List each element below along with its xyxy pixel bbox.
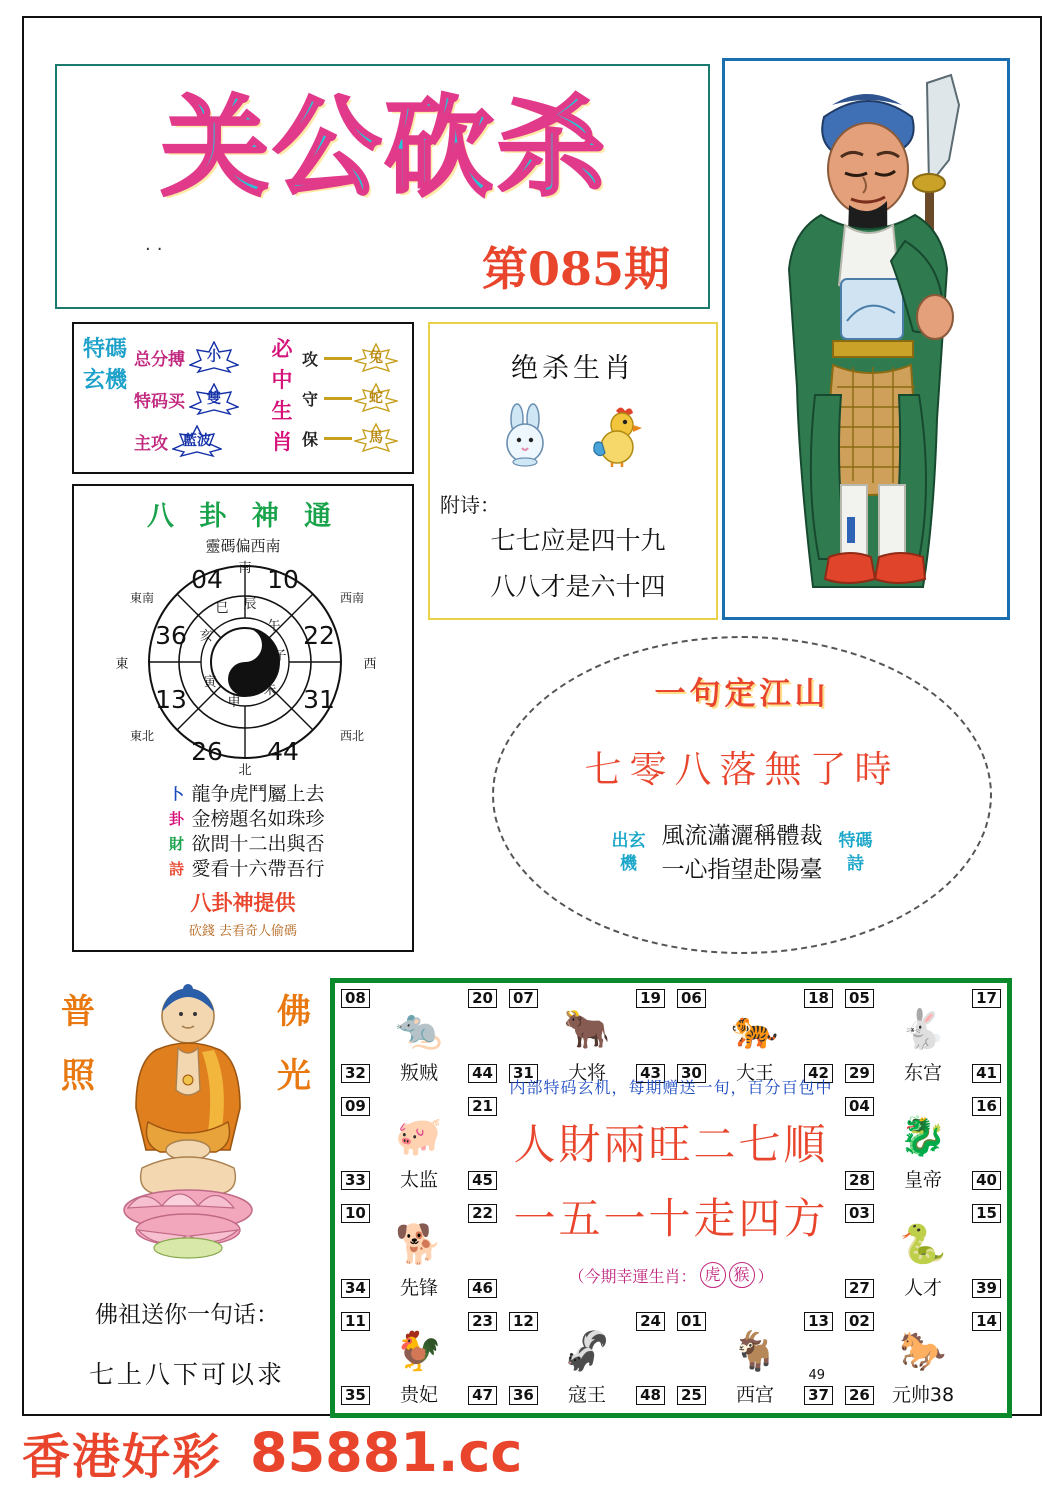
poem-tag: 財: [168, 835, 184, 853]
cell-num-bottom-left: 26: [845, 1386, 874, 1405]
cell-num-bottom-right: 40: [972, 1171, 1001, 1190]
poem-line: 風流瀟灑稱體裁: [661, 823, 823, 849]
cell-name: 太监: [399, 1169, 438, 1191]
cell-num-bottom-left: 34: [341, 1279, 370, 1298]
star-badge: [172, 425, 222, 457]
cell-num-bottom-left: 36: [509, 1386, 538, 1405]
svg-text:亥: 亥: [199, 629, 213, 644]
poem-row: [74, 807, 412, 832]
guan-gong-image-box: [722, 58, 1010, 620]
star-badge-text: 小: [207, 349, 221, 365]
bagua-title: 八 卦 神 通: [146, 501, 340, 532]
ellipse-right-label: 特碼詩: [838, 831, 873, 874]
cell-num-top-right: 15: [972, 1204, 1001, 1223]
svg-text:22: 22: [303, 621, 335, 650]
jue-sha-icons: [430, 403, 716, 471]
cell-name: 贵妃: [399, 1384, 438, 1406]
poem-row: [74, 857, 412, 882]
panel-row2: [302, 418, 412, 458]
snake-icon: 🐍: [899, 1221, 947, 1266]
poem-line: 七七应是四十九: [490, 526, 666, 555]
rooster-icon: [590, 403, 650, 471]
cell-num-bottom-right: 47: [468, 1386, 497, 1405]
lucky-suffix: ）: [757, 1266, 774, 1286]
star-badge-text: 藍波: [183, 433, 211, 449]
cell-name: 西宫: [735, 1384, 774, 1406]
zodiac-badge-text: 蛇: [369, 390, 384, 406]
row2-label: 保: [302, 429, 319, 449]
cell-num-bottom-right: 41: [972, 1064, 1001, 1083]
svg-text:北: 北: [238, 763, 252, 778]
cell-num-top-left: 03: [845, 1204, 874, 1223]
title-box: [55, 64, 710, 309]
cell-name: 东宫: [903, 1061, 942, 1084]
lucky-zodiac-1: 虎: [700, 1262, 726, 1288]
cell-num-top-right: 24: [636, 1312, 665, 1331]
connector-bar: [324, 357, 352, 360]
table-cell[interactable]: [335, 1198, 503, 1306]
guan-gong-illustration: [729, 65, 1003, 613]
lucky-prefix: （今期幸運生肖：: [568, 1266, 697, 1286]
svg-text:31: 31: [303, 685, 335, 714]
yi-ju-ding-jiang-shan-panel: [492, 636, 992, 954]
table-cell[interactable]: [839, 1198, 1007, 1306]
buddha-caption-line1: 佛祖送你一句话：: [95, 1302, 279, 1328]
bagua-poem: [74, 782, 412, 882]
cell-num-bottom-left: 29: [845, 1064, 874, 1083]
poem-line: 金榜題名如珠珍: [191, 808, 325, 830]
cell-num-top-right: 16: [972, 1097, 1001, 1116]
poem-line: 愛看十六帶吾行: [191, 858, 325, 880]
footer-site[interactable]: 85881.cc: [250, 1420, 523, 1484]
horse-icon: 🐎: [899, 1329, 947, 1373]
cell-name-text: 元帅: [891, 1384, 930, 1406]
tiger-icon: 🐅: [731, 1006, 779, 1051]
star-badge: [189, 383, 239, 415]
panel-row2: [302, 338, 412, 378]
row-label: 主攻: [134, 433, 168, 454]
svg-text:東南: 東南: [129, 591, 155, 605]
jue-sha-sheng-xiao-panel: [428, 322, 718, 620]
cell-name: 皇帝: [903, 1169, 942, 1191]
cell-num-bottom-left: 27: [845, 1279, 874, 1298]
buddha-caption-line2: 七上八下可以求: [88, 1360, 285, 1389]
svg-text:04: 04: [191, 565, 223, 594]
poem-tag: 詩: [168, 860, 184, 878]
footer-brand: 香港好彩: [22, 1428, 223, 1485]
svg-text:午: 午: [267, 619, 281, 634]
cell-num-top-left: 01: [677, 1312, 706, 1331]
svg-text:未: 未: [263, 683, 277, 698]
cell-num-top-left: 06: [677, 989, 706, 1008]
rooster-icon: 🐓: [395, 1329, 443, 1373]
svg-text:東: 東: [115, 657, 129, 672]
cell-num-top-right: 13: [804, 1312, 833, 1331]
svg-text:13: 13: [155, 685, 187, 714]
table-cell[interactable]: [335, 983, 503, 1091]
cell-num-bottom-left: 35: [341, 1386, 370, 1405]
pig-icon: 🐖: [395, 1114, 443, 1158]
svg-text:寅: 寅: [203, 675, 217, 690]
ox-icon: 🐂: [563, 1006, 611, 1051]
cell-num-top-right: 19: [636, 989, 665, 1008]
zodiac-number-table: [330, 978, 1012, 1418]
cell-num-top-left: 07: [509, 989, 538, 1008]
cell-num-top-right: 22: [468, 1204, 497, 1223]
zodiac-badge-text: 馬: [369, 430, 384, 446]
star-badge-text: 雙: [207, 391, 221, 407]
cell-num-bottom-left: 25: [677, 1386, 706, 1405]
svg-text:36: 36: [155, 621, 187, 650]
connector-bar: [324, 437, 352, 440]
jue-sha-poem: [430, 489, 716, 610]
rat-icon: 🐀: [395, 1006, 443, 1051]
buddha-right-text: 佛光: [277, 992, 311, 1096]
cell-num-bottom-right: 42: [804, 1064, 833, 1083]
ellipse-bottom: [494, 819, 990, 887]
issue-number: 第085期: [481, 242, 670, 296]
svg-text:西: 西: [363, 657, 377, 672]
promo-note: 内部特码玄机，每期赠送一旬，百分百包中: [509, 1078, 833, 1097]
table-column: [335, 983, 503, 1413]
cell-num-bottom-right: 44: [468, 1064, 497, 1083]
footer-bar: [22, 1420, 1042, 1484]
poem-tag: 卦: [168, 810, 184, 828]
center-promo-panel: [503, 1071, 839, 1335]
ellipse-left-label: 出玄機: [611, 831, 646, 874]
table-cell[interactable]: [335, 1306, 503, 1414]
cell-num-top-left: 09: [341, 1097, 370, 1116]
cell-num-top-left: 08: [341, 989, 370, 1008]
bagua-diagram: [74, 556, 416, 778]
poem-row: [74, 782, 412, 807]
cell-name: 人才: [903, 1276, 942, 1299]
cell-num-top-right: 18: [804, 989, 833, 1008]
cell-num-top-left: 02: [845, 1312, 874, 1331]
table-column: [839, 983, 1007, 1413]
cell-name: 先锋: [399, 1276, 438, 1299]
panel-left-label: 特碼玄機: [82, 337, 127, 393]
rabbit-icon: 🐇: [899, 1006, 947, 1051]
cell-num-bottom-left: 32: [341, 1064, 370, 1083]
poem-line: 龍争虎鬥屬上去: [191, 783, 325, 805]
panel-rows-2: [302, 338, 412, 458]
buddha-caption: [42, 1296, 332, 1391]
cell-num-bottom-right: 39: [972, 1279, 1001, 1298]
guan-gong-svg: [729, 65, 1003, 613]
cell-name: [839, 1380, 1007, 1407]
cell-num-top-left: 11: [341, 1312, 370, 1331]
cell-num-top-right: 23: [468, 1312, 497, 1331]
buddha-illustration: [98, 972, 278, 1296]
bagua-svg: [74, 556, 416, 778]
lucky-zodiac-row: [568, 1262, 773, 1288]
svg-text:10: 10: [267, 565, 299, 594]
poem-row: [74, 832, 412, 857]
panel-row2: [302, 378, 412, 418]
cell-num-top-left: 10: [341, 1204, 370, 1223]
zodiac-badge: [354, 423, 398, 453]
ellipse-poem: [662, 819, 823, 887]
cell-num-bottom-left: 31: [509, 1064, 538, 1083]
poem-line: 一心指望赴陽臺: [661, 857, 823, 883]
cell-num-top-left: 04: [845, 1097, 874, 1116]
poem-tag: 卜: [168, 785, 184, 803]
promo-line-1: 人財兩旺二七順: [513, 1120, 829, 1169]
page-title: 关公砍杀: [160, 86, 609, 211]
lucky-zodiac-2: 猴: [729, 1262, 755, 1288]
cell-num-top-right: 21: [468, 1097, 497, 1116]
ellipse-main-line: 七零八落無了時: [584, 748, 900, 791]
svg-text:44: 44: [267, 737, 299, 766]
connector-bar: [324, 397, 352, 400]
cell-num-top-right: 20: [468, 989, 497, 1008]
cell-num-bottom-left: 30: [677, 1064, 706, 1083]
buddha-left-text: 普照: [61, 992, 95, 1096]
svg-text:東北: 東北: [129, 729, 155, 743]
svg-text:西北: 西北: [339, 729, 365, 743]
table-cell[interactable]: [839, 1306, 1007, 1414]
svg-text:26: 26: [191, 737, 223, 766]
zodiac-badge: [354, 383, 398, 413]
cell-num-bottom-left: 33: [341, 1171, 370, 1190]
cell-name: 大王: [735, 1061, 774, 1084]
cell-num-bottom-right: 48: [636, 1386, 665, 1405]
cell-num-bottom-right-inline: 38: [929, 1384, 955, 1406]
cell-num-bottom-right: 43: [636, 1064, 665, 1083]
zodiac-badge: [354, 343, 398, 373]
row-label: 特码买: [134, 391, 185, 412]
skunk-icon: 🦨: [563, 1329, 611, 1373]
bagua-footer-note: 砍錢 去看奇人偷碼: [188, 924, 298, 939]
cell-name: 叛贼: [399, 1061, 438, 1084]
panel-rows: [134, 336, 254, 462]
panel-row: [134, 378, 254, 420]
svg-text:西南: 西南: [339, 591, 365, 605]
svg-text:巳: 巳: [215, 601, 229, 616]
cell-num-top-right: 17: [972, 989, 1001, 1008]
poem-line: 欲問十二出與否: [191, 833, 325, 855]
bagua-footer: 八卦神提供: [190, 891, 296, 915]
jue-sha-title: 绝杀生肖: [511, 353, 635, 384]
svg-text:辰: 辰: [243, 597, 257, 612]
table-cell[interactable]: [839, 983, 1007, 1091]
buddha-section: [42, 966, 332, 1418]
zodiac-badge-text: 兔: [369, 350, 384, 366]
star-badge: [189, 341, 239, 373]
te-ma-xuan-ji-panel: [72, 322, 414, 474]
bagua-panel: [72, 484, 414, 952]
table-cell[interactable]: [335, 1091, 503, 1199]
panel-mid-label: 必中生肖: [271, 337, 293, 454]
bagua-subtitle: 靈碼偏西南: [205, 537, 281, 555]
svg-text:南: 南: [238, 561, 252, 576]
svg-text:子: 子: [273, 649, 287, 664]
panel-row: [134, 336, 254, 378]
dragon-icon: 🐉: [899, 1114, 947, 1158]
cell-num-bottom-left: 28: [845, 1171, 874, 1190]
rabbit-icon: [496, 403, 556, 471]
poem-lead: 附诗：: [440, 493, 500, 517]
cell-num-top-right: 14: [972, 1312, 1001, 1331]
cell-num-bottom-right: 45: [468, 1171, 497, 1190]
cell-extra-number: 49: [808, 1368, 825, 1383]
cell-num-bottom-right: 46: [468, 1279, 497, 1298]
svg-text:申: 申: [227, 695, 241, 710]
promo-line-2: 一五一十走四方: [513, 1194, 829, 1243]
row-label: 总分搏: [134, 349, 185, 370]
dog-icon: 🐕: [395, 1221, 443, 1266]
cell-name: 寇王: [567, 1384, 606, 1406]
title-dots: ..: [145, 234, 169, 255]
panel-row: [134, 420, 254, 462]
row2-label: 守: [302, 389, 319, 409]
cell-num-top-left: 05: [845, 989, 874, 1008]
table-cell[interactable]: [839, 1091, 1007, 1199]
poem-line: 八八才是六十四: [490, 572, 666, 601]
ellipse-title: 一句定江山: [654, 676, 830, 712]
goat-icon: 🐐: [731, 1329, 779, 1373]
cell-num-top-left: 12: [509, 1312, 538, 1331]
row2-label: 攻: [302, 349, 319, 369]
cell-num-bottom-right: 37: [804, 1386, 833, 1405]
cell-name: 大将: [567, 1061, 606, 1084]
